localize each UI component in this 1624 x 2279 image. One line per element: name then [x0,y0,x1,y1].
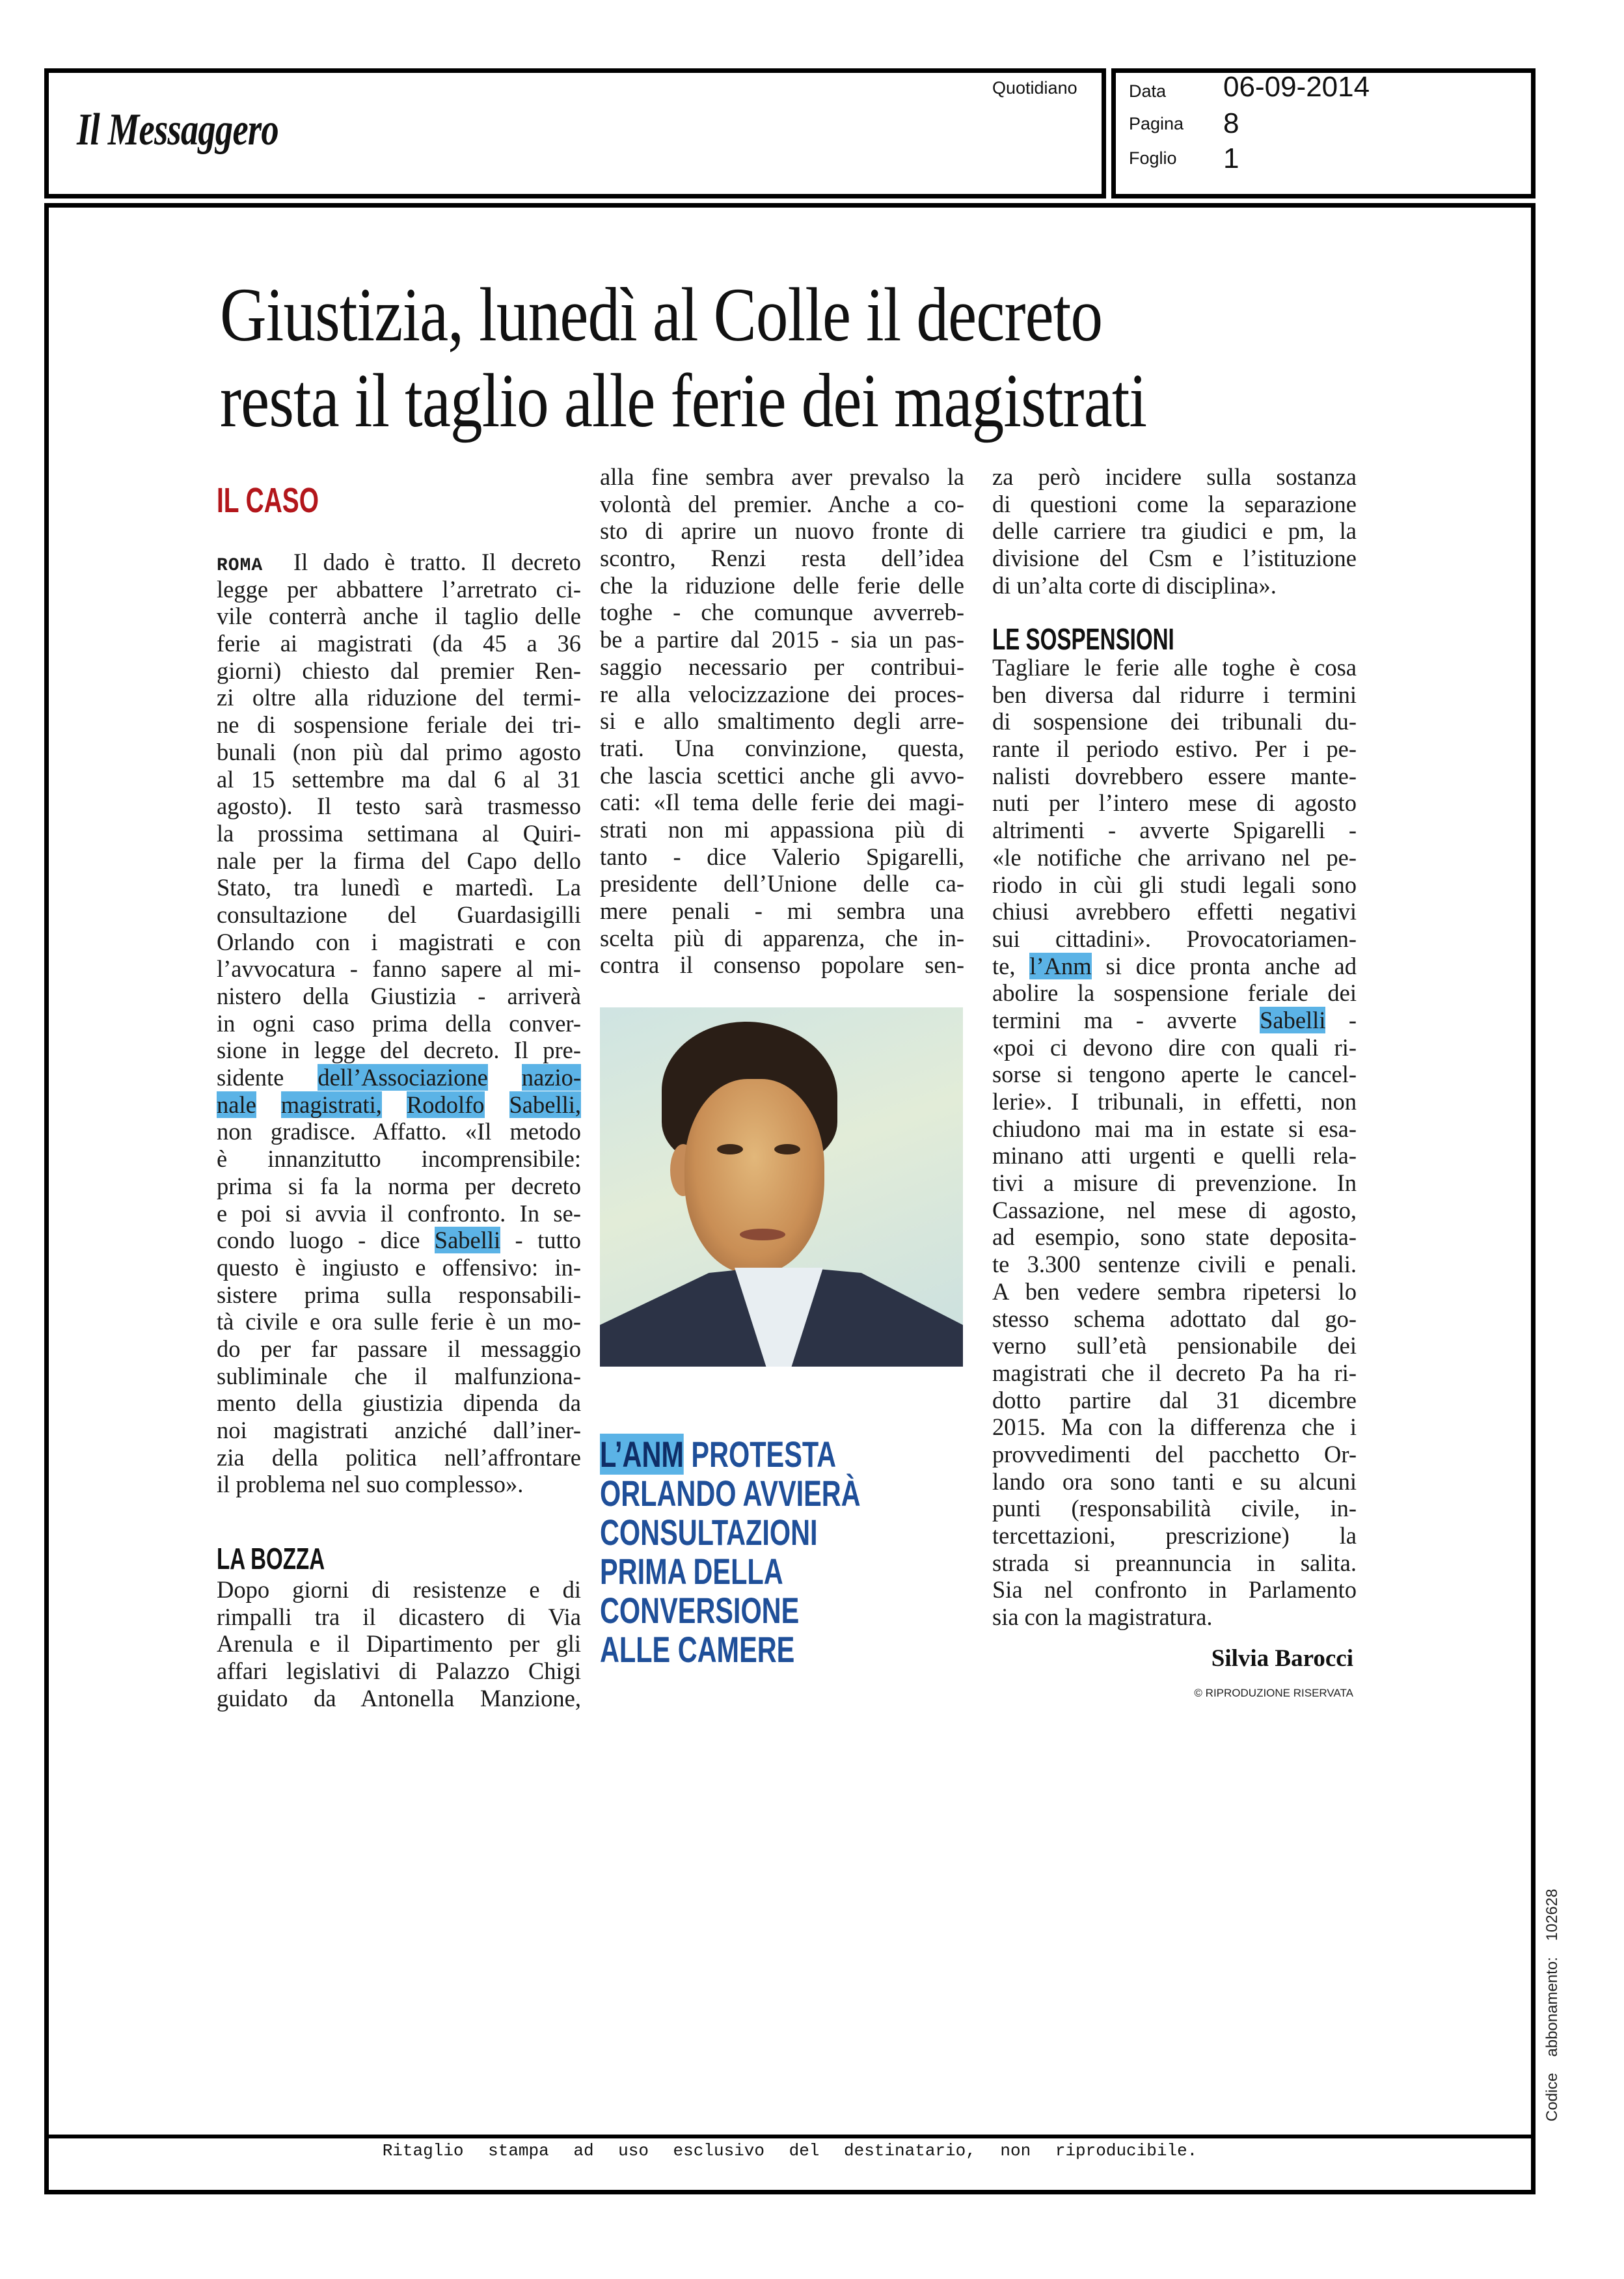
text-line: magistrati che il decreto Pa ha ri- [992,1359,1357,1386]
text-line: sia con la magistratura. [992,1603,1213,1631]
text-line: ad esempio, sono state deposita- [992,1223,1357,1251]
text-line: al 15 settembre ma dal 6 al 31 [217,765,581,793]
article-column-3-sospensioni [992,654,1357,1631]
caption-line: CONSULTAZIONI [600,1512,818,1553]
text-line: delle carriere tra giudici e pm, la [992,517,1357,545]
text-line: do per far passare il messaggio [217,1335,581,1362]
text-line: è innanzitutto incomprensibile: [217,1145,581,1173]
meta-label-pagina: Pagina [1129,114,1184,133]
highlight: Sabelli, [509,1091,581,1118]
text-line: re alla velocizzazione dei proces- [600,680,964,707]
text-line: prima si fa la norma per decreto [217,1172,581,1199]
text-line: trati. Una convinzione, questa, [600,734,964,761]
text-line: mento della giustizia dipenda da [217,1389,581,1417]
text-line: zia della politica nell’affrontare [217,1443,581,1471]
text-line: be a partire dal 2015 - sia un pas- [600,626,964,653]
text-line: saggio necessario per contribui- [600,653,964,680]
text-line: guidato da Antonella Manzione, [217,1684,581,1712]
dateline: ROMA [217,556,264,576]
text-line: zi oltre alla riduzione del termi- [217,684,581,711]
text-line: noi magistrati anziché dall’iner- [217,1417,581,1443]
meta-label-data: Data [1129,81,1167,101]
headline-line-2: resta il taglio alle ferie dei magistrati [220,358,1147,443]
text-line: nistero della Giustizia - arriverà [217,983,581,1009]
caption-highlight: L’ANM [600,1434,684,1475]
highlight: Sabelli [1260,1006,1326,1033]
text-line: in ogni caso prima della conver- [217,1009,581,1037]
article-column-1 [217,549,581,1498]
text-line: divisione del Csm e l’istituzione [992,545,1357,572]
text-line: verno sull’età pensionabile dei [992,1332,1357,1359]
highlight: Rodolfo [406,1091,485,1118]
text-line: giorni) chiesto dal premier Ren- [217,657,581,684]
text-line: alla fine sembra aver prevalso la [600,463,964,490]
text-line: vile conterrà anche il taglio delle [217,603,581,630]
text-line: tanto - dice Valerio Spigarelli, [600,843,964,870]
text-line: rante il periodo estivo. Per i pe- [992,735,1357,763]
text-line: strada si preannuncia in salita. [992,1549,1357,1576]
section-le-sospensioni: LE SOSPENSIONI [992,622,1174,656]
text-line: il problema nel suo complesso». [217,1471,524,1498]
col2-text-block [600,463,964,979]
text-line: contra il consenso popolare sen- [600,951,964,979]
col1-text-block [217,576,581,1064]
text-line: che la riduzione delle ferie delle [600,571,964,599]
text-line: Dopo giorni di resistenze e di [217,1576,581,1603]
text-line: chiusi avrebbero effetti negativi [992,898,1357,925]
bozza-text-block [217,1576,581,1712]
text-line: sione in legge del decreto. Il pre- [217,1037,581,1064]
text-line: l’avvocatura - fanno sapere al mi- [217,955,581,983]
text-line: tà civile e ora sulle ferie è un mo- [217,1308,581,1335]
headline-line-1: Giustizia, lunedì al Colle il decreto [220,272,1103,357]
article-column-2 [600,463,964,979]
text-line: Arenula e il Dipartimento per gli [217,1630,581,1658]
text-line: e poi si avvia il confronto. In se- [217,1199,581,1227]
text-line: di sospensione dei tribunali du- [992,708,1357,735]
text-line: la prossima settimana al Quiri- [217,819,581,847]
text-line: Cassazione, nel mese di agosto, [992,1196,1357,1223]
text-line: Tagliare le ferie alle toghe è cosa [992,654,1357,681]
meta-value-pagina: 8 [1223,107,1239,139]
subscription-code: Codice abbonamento: 102628 [1543,1889,1561,2122]
highlight: magistrati, [280,1091,382,1118]
publication-type: Quotidiano [992,78,1077,98]
text-line: termini ma - avverte Sabelli - [992,1006,1357,1033]
text-line: lerie». I tribunali, in effetti, non [992,1088,1357,1115]
text-line: stesso schema adottato dal go- [992,1305,1357,1332]
photo-mouth [740,1229,785,1240]
text-line: non gradisce. Affatto. «Il metodo [217,1118,581,1145]
text-line: minano atti urgenti e quelli rela- [992,1142,1357,1169]
byline: Silvia Barocci [1211,1645,1353,1672]
text-line: volontà del premier. Anche a co- [600,490,964,517]
text-line: tercettazioni, prescrizione) la [992,1522,1357,1549]
text-line: ROMA Il dado è tratto. Il decreto [217,549,582,576]
text-line: di un’alta corte di disciplina». [992,571,1277,599]
highlight: dell’Associazione [318,1064,488,1091]
text-line: Sia nel confronto in Parlamento [992,1576,1357,1603]
text-line: te, l’Anm si dice pronta anche ad [992,952,1357,979]
caption-line: CONVERSIONE [600,1590,800,1631]
footer-disclaimer: Ritaglio stampa ad uso esclusivo del destinatario, non riproducibile. [382,2141,1198,2161]
highlight: Sabelli [434,1227,501,1254]
text-line: za però incidere sulla sostanza [992,463,1357,490]
text-line: legge per abbattere l’arretrato ci- [217,575,581,603]
photo-caption: L’ANM PROTESTA ORLANDO AVVIERÀ CONSULTAZIONI PRIMA DELLA CONVERSIONE ALLE CAMERE [600,1434,861,1670]
text-line: sistere prima sulla responsabili- [217,1281,581,1308]
text-line: ne di sospensione feriale dei tri- [217,711,581,739]
text-line: chiudono mai ma in estate si esa- [992,1115,1357,1142]
photo-face [684,1079,824,1274]
col3-text-block-b [992,654,1357,953]
caption-line: ORLANDO AVVIERÀ [600,1473,861,1514]
text-line: scontro, Renzi resta dell’idea [600,545,964,572]
text-line: subliminale che il malfunziona- [217,1362,581,1389]
text-line: Stato, tra lunedì e martedì. La [217,874,581,901]
text-line: nuti per l’intero mese di agosto [992,789,1357,817]
text-line: sto di aprire un nuovo fronte di [600,517,964,545]
col3-text-block [992,463,1357,599]
text-line: cati: «Il tema delle ferie dei magi- [600,789,964,816]
masthead-logo: Il Messaggero [77,105,278,155]
highlight: nazio- [521,1064,581,1091]
text-line: provvedimenti del pacchetto Or- [992,1440,1357,1467]
text-line: abolire la sospensione feriale dei [992,979,1357,1007]
article-column-3 [992,463,1357,599]
highlight: nale [217,1091,256,1118]
text-line: lando ora sono tanti e su alcuni [992,1467,1357,1495]
col1-text-block-c [217,1254,581,1498]
text-line: sorse si tengono aperte le cancel- [992,1061,1357,1088]
copyright-notice: © RIPRODUZIONE RISERVATA [1194,1687,1353,1699]
photo-eye [717,1144,743,1154]
photo-eye [774,1144,800,1154]
meta-value-foglio: 1 [1223,143,1239,174]
text-line: ferie ai magistrati (da 45 a 36 [217,630,581,657]
text-line: condo luogo - dice Sabelli - tutto [217,1227,581,1254]
highlight: l’Anm [1029,952,1092,979]
text-line: sui cittadini». Provocatoriamen- [992,925,1357,952]
text-line: scelta più di apparenza, che in- [600,924,964,951]
text-line: agosto). Il testo sarà trasmesso [217,793,581,820]
text-line: nale per la firma del Capo dello [217,847,581,874]
text-line: consultazione del Guardasigilli [217,901,581,928]
text-line: te 3.300 sentenze civili e penali. [992,1251,1357,1278]
text-line: ben diversa dal ridurre i termini [992,681,1357,708]
text-line: altrimenti - avverte Spigarelli - [992,817,1357,844]
text-line [217,1091,581,1119]
col1-text-block-b [217,1118,581,1227]
text-line: di questioni come la separazione [992,490,1357,517]
footer-divider [44,2135,1536,2138]
text-line: presidente dell’Unione delle ca- [600,870,964,897]
text-line: A ben vedere sembra ripetersi lo [992,1277,1357,1305]
text-line: «le notifiche che arrivano nel pe- [992,843,1357,871]
text-line: punti (responsabilità civile, in- [992,1495,1357,1522]
text-line: mere penali - mi sembra una [600,897,964,924]
portrait-photo [600,1007,963,1367]
text-line: «poi ci devono dire con quali ri- [992,1033,1357,1061]
text-line: riodo in cùi gli studi legali sono [992,871,1357,898]
caption-line: ALLE CAMERE [600,1629,795,1670]
text-line: Orlando con i magistrati e con [217,928,581,955]
text-line: dotto partire dal 31 dicembre [992,1386,1357,1413]
text-line: tivi a misure di prevenzione. In [992,1169,1357,1197]
col3-text-block-c [992,1034,1357,1631]
text-line: bunali (non più dal primo agosto [217,738,581,765]
caption-line: PRIMA DELLA [600,1551,783,1592]
text-line: nalisti dovrebbero essere mante- [992,762,1357,789]
meta-label-foglio: Foglio [1129,148,1177,168]
meta-value-data: 06-09-2014 [1223,71,1370,103]
text-line: strati non mi appassiona più di [600,815,964,843]
text-line: questo è ingiusto e offensivo: in- [217,1253,581,1281]
kicker-il-caso: IL CASO [217,481,319,520]
text-line: che lascia scettici anche gli avvo- [600,761,964,789]
text-line: 2015. Ma con la differenza che i [992,1413,1357,1441]
text-line: affari legislativi di Palazzo Chigi [217,1658,581,1685]
text-line: sidente dell’Associazione nazio- [217,1064,581,1091]
article-column-1-bozza [217,1576,581,1712]
section-la-bozza: LA BOZZA [217,1542,325,1576]
text-line: rimpalli tra il dicastero di Via [217,1603,581,1630]
text-line: toghe - che comunque avverreb- [600,599,964,626]
text-line: si e allo smaltimento degli arre- [600,707,964,735]
